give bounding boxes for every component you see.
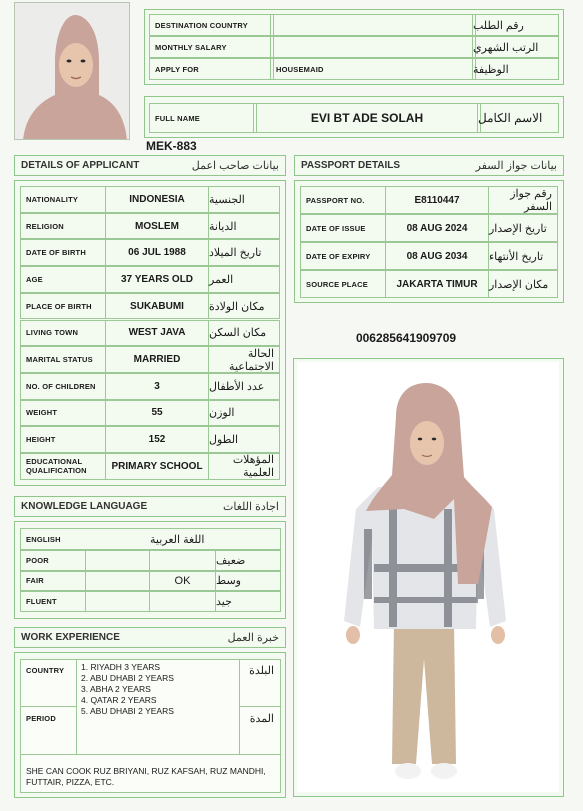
apply-for-value: HOUSEMAID <box>270 58 476 80</box>
destination-country-value <box>270 14 476 36</box>
language-english-label: ENGLISH <box>20 528 150 550</box>
destination-country-label: DESTINATION COUNTRY <box>149 14 274 36</box>
language-level-mark <box>149 591 216 612</box>
language-level-blank <box>85 591 150 612</box>
language-level-label: FLUENT <box>20 591 86 612</box>
destination-country-arabic: رقم الطلب <box>472 14 559 36</box>
passport-field-label: DATE OF EXPIRY <box>300 242 386 270</box>
passport-section-title: PASSPORT DETAILS <box>301 160 401 171</box>
work-history-item: 1. RIYADH 3 YEARS <box>81 662 161 672</box>
applicant-field-label: EDUCATIONAL QUALIFICATION <box>20 453 106 480</box>
passport-section-header <box>294 155 564 176</box>
work-country-label: COUNTRY <box>26 666 65 675</box>
apply-for-arabic: الوظيفة <box>472 58 559 80</box>
applicant-field-value: 152 <box>105 426 209 453</box>
work-history-item: 4. QATAR 2 YEARS <box>81 695 157 705</box>
passport-field-label: PASSPORT NO. <box>300 186 386 214</box>
applicant-field-arabic: عدد الأطفال <box>208 373 280 400</box>
work-history-list <box>81 662 236 717</box>
applicant-field-arabic: الوزن <box>208 400 280 427</box>
applicant-field-value: 3 <box>105 373 209 400</box>
reference-code: MEK-883 <box>146 139 197 153</box>
applicant-field-value: MARRIED <box>105 346 209 373</box>
applicant-field-label: MARITAL STATUS <box>20 346 106 373</box>
work-history-item: 3. ABHA 2 YEARS <box>81 684 151 694</box>
language-level-mark: OK <box>149 571 216 592</box>
applicant-field-value: 06 JUL 1988 <box>105 239 209 266</box>
language-section-title: KNOWLEDGE LANGUAGE <box>21 501 148 512</box>
applicant-field-arabic: العمر <box>208 266 280 293</box>
passport-field-label: DATE OF ISSUE <box>300 214 386 242</box>
applicant-field-arabic: المؤهلات العلمية <box>208 453 280 480</box>
work-history-item: 5. ABU DHABI 2 YEARS <box>81 706 174 716</box>
applicant-field-arabic: تاريخ الميلاد <box>208 239 280 266</box>
applicant-field-value: WEST JAVA <box>105 320 209 347</box>
applicant-section-header <box>14 155 286 176</box>
apply-for-label: APPLY FOR <box>149 58 274 80</box>
work-history-item: 2. ABU DHABI 2 YEARS <box>81 673 174 683</box>
passport-details-table <box>294 180 564 303</box>
full-name-label: FULL NAME <box>149 103 257 133</box>
applicant-field-arabic: الطول <box>208 426 280 453</box>
work-period-label: PERIOD <box>26 714 56 723</box>
language-level-blank <box>85 550 150 571</box>
applicant-field-arabic: مكان السكن <box>208 320 280 347</box>
applicant-field-label: LIVING TOWN <box>20 320 106 347</box>
work-period-arabic: المدة <box>249 713 274 725</box>
passport-field-label: SOURCE PLACE <box>300 270 386 298</box>
portrait-figure <box>15 3 130 140</box>
applicant-field-arabic: الحالة الاجتماعية <box>208 346 280 373</box>
language-level-label: FAIR <box>20 571 86 592</box>
applicant-field-arabic: الجنسية <box>208 186 280 213</box>
full-name-value: EVI BT ADE SOLAH <box>253 103 481 133</box>
applicant-field-value: PRIMARY SCHOOL <box>105 453 209 480</box>
passport-section-title-arabic: بيانات جواز السفر <box>475 160 557 172</box>
applicant-field-value: 37 YEARS OLD <box>105 266 209 293</box>
language-level-mark <box>149 550 216 571</box>
passport-field-value: JAKARTA TIMUR <box>385 270 489 298</box>
applicant-field-arabic: الديانة <box>208 213 280 240</box>
language-level-arabic: ضعيف <box>215 550 281 571</box>
work-experience-box <box>14 652 286 798</box>
work-country-arabic: البلدة <box>249 665 274 677</box>
language-arabic-label: اللغة العربية <box>150 528 281 550</box>
language-section-header <box>14 496 286 517</box>
work-section-title: WORK EXPERIENCE <box>21 632 120 643</box>
passport-field-arabic: رقم جواز السفر <box>488 186 558 214</box>
full-body-figure <box>294 359 562 795</box>
passport-field-value: 08 AUG 2024 <box>385 214 489 242</box>
language-level-arabic: وسط <box>215 571 281 592</box>
header-info-box <box>144 9 564 85</box>
applicant-field-label: NO. OF CHILDREN <box>20 373 106 400</box>
work-experience-table <box>20 659 281 793</box>
applicant-field-label: DATE OF BIRTH <box>20 239 106 266</box>
applicant-field-label: RELIGION <box>20 213 106 240</box>
full-name-arabic: الاسم الكامل <box>477 103 559 133</box>
language-level-blank <box>85 571 150 592</box>
language-level-label: POOR <box>20 550 86 571</box>
passport-field-arabic: مكان الإصدار <box>488 270 558 298</box>
language-level-arabic: جيد <box>215 591 281 612</box>
work-skills-note: SHE CAN COOK RUZ BRIYANI, RUZ KAFSAH, RUZ MANDHI, FUTTAIR, PIZZA, ETC. <box>26 766 266 787</box>
monthly-salary-arabic: الرتب الشهري <box>472 36 559 58</box>
applicant-details-table <box>14 180 286 486</box>
monthly-salary-label: MONTHLY SALARY <box>149 36 274 58</box>
applicant-field-label: AGE <box>20 266 106 293</box>
language-table <box>14 521 286 619</box>
applicant-field-label: PLACE OF BIRTH <box>20 293 106 320</box>
passport-field-arabic: تاريخ الأنتهاء <box>488 242 558 270</box>
applicant-field-value: INDONESIA <box>105 186 209 213</box>
applicant-field-label: NATIONALITY <box>20 186 106 213</box>
applicant-field-arabic: مكان الولادة <box>208 293 280 320</box>
work-section-title-arabic: خبرة العمل <box>227 632 279 644</box>
passport-field-value: 08 AUG 2034 <box>385 242 489 270</box>
full-name-box <box>144 96 564 138</box>
applicant-field-label: HEIGHT <box>20 426 106 453</box>
applicant-field-label: WEIGHT <box>20 400 106 427</box>
applicant-section-title-arabic: بيانات صاحب اعمل <box>191 160 279 172</box>
passport-field-arabic: تاريخ الإصدار <box>488 214 558 242</box>
applicant-section-title: DETAILS OF APPLICANT <box>21 160 140 171</box>
applicant-field-value: MOSLEM <box>105 213 209 240</box>
applicant-field-value: SUKABUMI <box>105 293 209 320</box>
full-body-photo <box>293 358 564 797</box>
monthly-salary-value <box>270 36 476 58</box>
applicant-field-value: 55 <box>105 400 209 427</box>
passport-field-value: E8110447 <box>385 186 489 214</box>
work-section-header <box>14 627 286 648</box>
phone-number: 006285641909709 <box>355 331 457 345</box>
portrait-photo <box>14 2 130 140</box>
language-section-title-arabic: اجادة اللغات <box>223 501 279 513</box>
